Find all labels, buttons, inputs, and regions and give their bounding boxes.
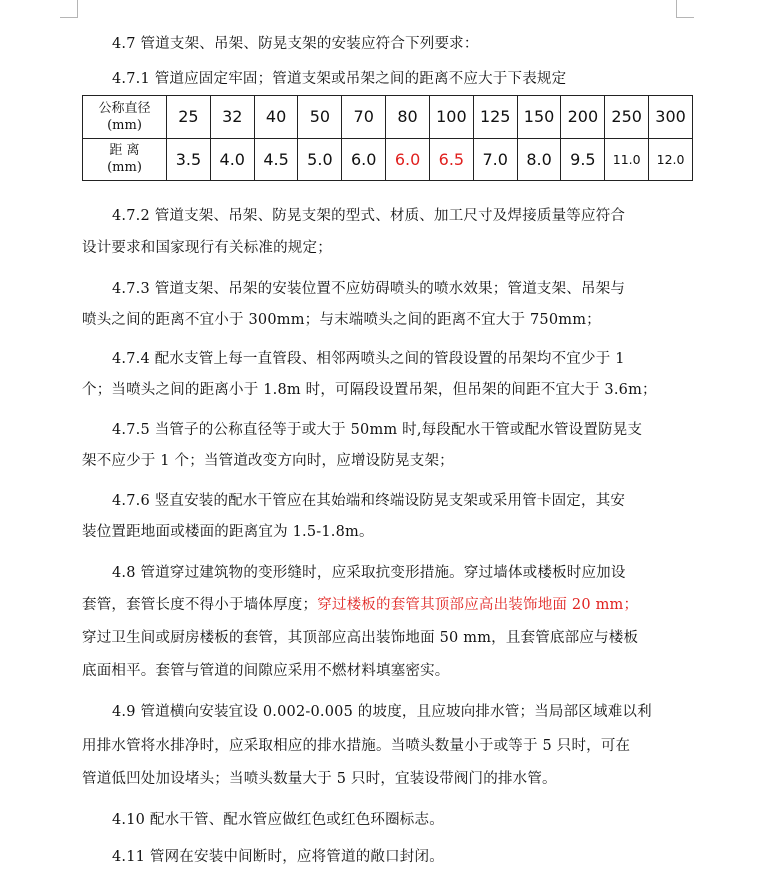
table-cell: 4.0 bbox=[210, 138, 254, 181]
row-label-diameter bbox=[83, 96, 167, 139]
clause-4-7-3-line1: 4.7.3 管道支架、吊架的安装位置不应妨碍喷头的喷水效果；管道支架、吊架与 bbox=[112, 281, 626, 297]
table-cell: 70 bbox=[342, 96, 386, 139]
table-cell: 125 bbox=[473, 96, 517, 139]
table-cell: 200 bbox=[561, 96, 605, 139]
clause-4-11: 4.11 管网在安装中间断时，应将管道的敞口封闭。 bbox=[112, 849, 444, 865]
page-corner-mark-left bbox=[60, 0, 78, 18]
table-cell-highlighted: 6.0 bbox=[386, 138, 430, 181]
table-cell: 40 bbox=[254, 96, 298, 139]
table-cell: 4.5 bbox=[254, 138, 298, 181]
table-cell: 32 bbox=[210, 96, 254, 139]
table-cell: 7.0 bbox=[473, 138, 517, 181]
row-label-distance-line2: (mm) bbox=[107, 160, 142, 176]
clause-4-7-5-line1: 4.7.5 当管子的公称直径等于或大于 50mm 时,每段配水干管或配水管设置防晃支 bbox=[112, 422, 643, 438]
clause-4-8-line2-text: 套管，套管长度不得小于墙体厚度； bbox=[82, 597, 318, 613]
clause-4-8-line2 bbox=[82, 593, 638, 614]
table-cell: 12.0 bbox=[649, 138, 693, 181]
clause-4-8-line4: 底面相平。套管与管道的间隙应采用不燃材料填塞密实。 bbox=[82, 663, 450, 679]
row-label-diameter-line2: (mm) bbox=[107, 117, 142, 133]
table-cell: 300 bbox=[649, 96, 693, 139]
table-cell: 6.0 bbox=[342, 138, 386, 181]
table-cell: 3.5 bbox=[167, 138, 211, 181]
row-label-diameter-line1: 公称直径 bbox=[98, 100, 151, 116]
clause-4-7-3-line2: 喷头之间的距离不宜小于 300mm；与末端喷头之间的距离不宜大于 750mm； bbox=[82, 312, 601, 328]
clause-4-9-line3: 管道低凹处加设堵头；当喷头数量大于 5 只时，宜装设带阀门的排水管。 bbox=[82, 771, 557, 787]
table-cell: 11.0 bbox=[605, 138, 649, 181]
table-row-distance bbox=[83, 138, 693, 181]
clause-4-7-2-line2: 设计要求和国家现行有关标准的规定； bbox=[82, 240, 332, 256]
table-cell: 250 bbox=[605, 96, 649, 139]
row-label-distance-line1: 距 离 bbox=[109, 143, 140, 159]
clause-4-10: 4.10 配水干管、配水管应做红色或红色环圈标志。 bbox=[112, 812, 444, 828]
table-cell: 50 bbox=[298, 96, 342, 139]
section-title-4-7: 4.7 管道支架、吊架、防晃支架的安装应符合下列要求： bbox=[112, 36, 479, 52]
page-corner-mark-right bbox=[676, 0, 694, 18]
row-label-distance bbox=[83, 138, 167, 181]
clause-4-7-6-line2: 装位置距地面或楼面的距离宜为 1.5-1.8m。 bbox=[82, 524, 374, 540]
table-cell: 9.5 bbox=[561, 138, 605, 181]
clause-4-9-line1: 4.9 管道横向安装宜设 0.002-0.005 的坡度，且应坡向排水管；当局部区域难以利 bbox=[112, 704, 652, 720]
table-cell: 150 bbox=[517, 96, 561, 139]
clause-4-7-4-line1: 4.7.4 配水支管上每一直管段、相邻两喷头之间的管段设置的吊架均不宜少于 1 bbox=[112, 351, 625, 367]
table-cell: 25 bbox=[167, 96, 211, 139]
clause-4-8-highlighted-text: 穿过楼板的套管其顶部应高出装饰地面 20 mm； bbox=[317, 597, 639, 613]
clause-4-7-2-line1: 4.7.2 管道支架、吊架、防晃支架的型式、材质、加工尺寸及焊接质量等应符合 bbox=[112, 208, 626, 224]
support-spacing-table bbox=[82, 95, 693, 181]
clause-4-7-1: 4.7.1 管道应固定牢固；管道支架或吊架之间的距离不应大于下表规定 bbox=[112, 71, 567, 87]
clause-4-7-4-line2: 个；当喷头之间的距离小于 1.8m 时，可隔段设置吊架，但吊架的间距不宜大于 3.6m； bbox=[82, 382, 657, 398]
clause-4-7-5-line2: 架不应少于 1 个；当管道改变方向时，应增设防晃支架； bbox=[82, 453, 454, 469]
table-cell: 80 bbox=[386, 96, 430, 139]
table-cell-highlighted: 6.5 bbox=[429, 138, 473, 181]
table-cell: 5.0 bbox=[298, 138, 342, 181]
table-cell: 8.0 bbox=[517, 138, 561, 181]
clause-4-7-6-line1: 4.7.6 竖直安装的配水干管应在其始端和终端设防晃支架或采用管卡固定，其安 bbox=[112, 493, 626, 509]
table-cell: 100 bbox=[429, 96, 473, 139]
clause-4-8-line3: 穿过卫生间或厨房楼板的套管，其顶部应高出装饰地面 50 mm，且套管底部应与楼板 bbox=[82, 630, 639, 646]
clause-4-8-line1: 4.8 管道穿过建筑物的变形缝时，应采取抗变形措施。穿过墙体或楼板时应加设 bbox=[112, 565, 626, 581]
clause-4-9-line2: 用排水管将水排净时，应采取相应的排水措施。当喷头数量小于或等于 5 只时，可在 bbox=[82, 738, 631, 754]
table-row-diameter bbox=[83, 96, 693, 139]
